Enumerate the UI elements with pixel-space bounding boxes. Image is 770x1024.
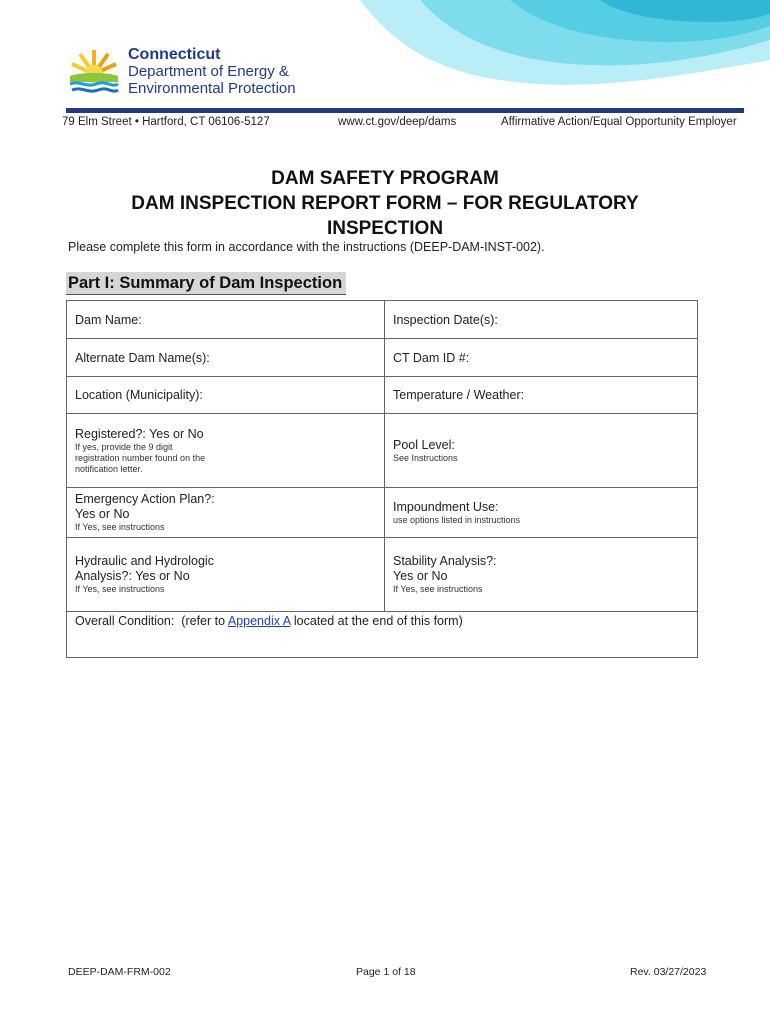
impoundment-use-label: Impoundment Use: xyxy=(393,499,499,514)
hh-label-line-1: Hydraulic and Hydrologic xyxy=(75,554,214,568)
alternate-dam-name-field[interactable] xyxy=(67,339,385,377)
ct-dam-id-label: CT Dam ID #: xyxy=(393,350,470,365)
footer-form-id: DEEP-DAM-FRM-002 xyxy=(68,966,171,978)
dam-name-label: Dam Name: xyxy=(75,312,142,327)
stability-analysis-field[interactable] xyxy=(385,538,698,612)
registered-field[interactable] xyxy=(67,414,385,488)
overall-condition-field[interactable] xyxy=(67,612,698,658)
dam-name-field[interactable] xyxy=(67,301,385,339)
intro-text: Please complete this form in accordance with the instructions (DEEP-DAM-INST-002). xyxy=(68,240,545,254)
dam-inspection-summary-table xyxy=(66,300,698,658)
appendix-a-link[interactable]: Appendix A xyxy=(227,614,291,628)
temperature-weather-label: Temperature / Weather: xyxy=(393,388,525,402)
header-website[interactable]: www.ct.gov/deep/dams xyxy=(338,116,457,128)
footer-revision: Rev. 03/27/2023 xyxy=(630,966,707,978)
org-name-line-2: Department of Energy & xyxy=(128,63,289,80)
hh-note: If Yes, see instructions xyxy=(75,584,165,594)
alternate-dam-name-label: Alternate Dam Name(s): xyxy=(75,350,210,365)
emergency-action-plan-field[interactable] xyxy=(67,488,385,538)
overall-condition-suffix: located at the end of this form) xyxy=(290,614,463,628)
registered-note-line-2: registration number found on the xyxy=(75,452,206,463)
impoundment-use-note: use options listed in instructions xyxy=(393,514,521,525)
stability-label-line-2: Yes or No xyxy=(393,569,448,583)
location-label: Location (Municipality): xyxy=(75,388,203,402)
eap-note: If Yes, see instructions xyxy=(75,522,165,532)
header-wave-graphic xyxy=(300,0,770,110)
eap-label-line-2: Yes or No xyxy=(75,507,130,521)
deep-logo-icon xyxy=(66,44,122,100)
hydraulic-hydrologic-field[interactable] xyxy=(67,538,385,612)
pool-level-note: See Instructions xyxy=(393,452,458,463)
header-divider xyxy=(66,108,744,113)
hh-label-line-2: Analysis?: Yes or No xyxy=(75,569,190,583)
overall-condition-label: Overall Condition: (refer to xyxy=(75,614,228,628)
registered-label: Registered?: Yes or No xyxy=(75,426,204,441)
ct-dam-id-field[interactable] xyxy=(385,339,698,377)
temperature-weather-field[interactable] xyxy=(385,377,698,414)
stability-label-line-1: Stability Analysis?: xyxy=(393,554,497,568)
registered-note-line-3: notification letter. xyxy=(75,463,143,474)
inspection-dates-label: Inspection Date(s): xyxy=(393,312,498,327)
registered-note-line-1: If yes, provide the 9 digit xyxy=(75,441,173,452)
eap-label-line-1: Emergency Action Plan?: xyxy=(75,492,215,506)
title-line-1: DAM SAFETY PROGRAM xyxy=(271,168,499,189)
stability-note: If Yes, see instructions xyxy=(393,584,483,594)
pool-level-label: Pool Level: xyxy=(393,437,455,452)
organization-name xyxy=(128,46,296,97)
footer-page-number: Page 1 of 18 xyxy=(356,966,416,978)
org-name-line-3: Environmental Protection xyxy=(128,80,296,97)
org-name-line-1: Connecticut xyxy=(128,46,221,63)
header-employer: Affirmative Action/Equal Opportunity Employer xyxy=(501,116,737,128)
title-line-2: DAM INSPECTION REPORT FORM – FOR REGULATORY xyxy=(131,193,639,214)
header-address: 79 Elm Street • Hartford, CT 06106-5127 xyxy=(62,116,270,128)
location-field[interactable] xyxy=(67,377,385,414)
page-title xyxy=(0,166,770,241)
part-1-heading: Part I: Summary of Dam Inspection xyxy=(66,272,346,295)
pool-level-field[interactable] xyxy=(385,414,698,488)
title-line-3: INSPECTION xyxy=(326,218,444,239)
impoundment-use-field[interactable] xyxy=(385,488,698,538)
inspection-dates-field[interactable] xyxy=(385,301,698,339)
